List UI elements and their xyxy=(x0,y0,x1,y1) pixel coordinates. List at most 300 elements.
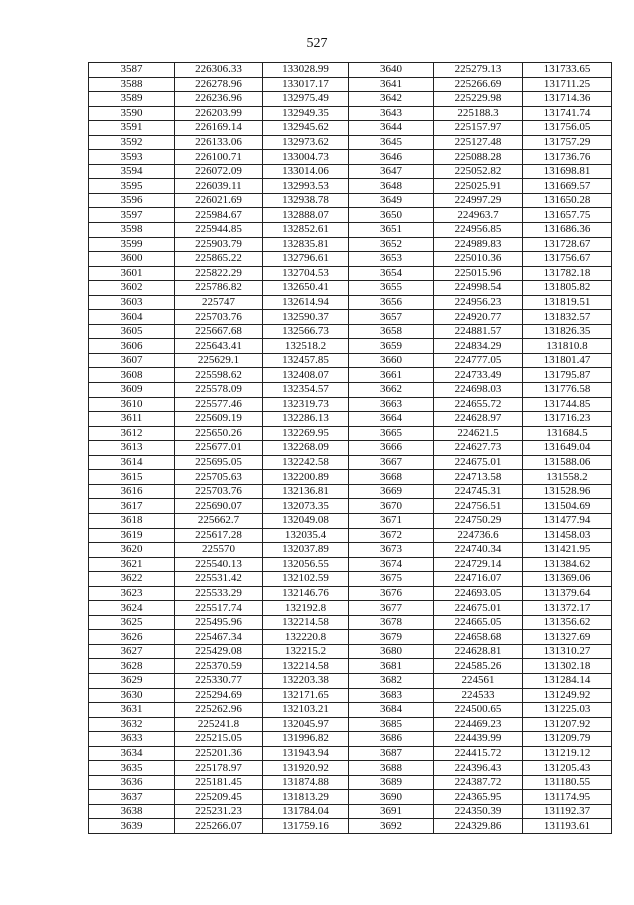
x-coordinate-cell: 224698.03 xyxy=(434,383,523,398)
y-coordinate-cell: 131684.5 xyxy=(523,426,612,441)
x-coordinate-cell: 225690.07 xyxy=(175,499,263,514)
point-number-cell: 3646 xyxy=(349,150,434,165)
y-coordinate-cell: 132408.07 xyxy=(263,368,349,383)
point-number-cell: 3644 xyxy=(349,121,434,136)
point-number-cell: 3673 xyxy=(349,543,434,558)
point-number-cell: 3621 xyxy=(89,557,175,572)
point-number-cell: 3676 xyxy=(349,586,434,601)
x-coordinate-cell: 225178.97 xyxy=(175,761,263,776)
table-row xyxy=(89,746,612,761)
x-coordinate-cell: 224533 xyxy=(434,688,523,703)
point-number-cell: 3640 xyxy=(349,63,434,78)
y-coordinate-cell: 131686.36 xyxy=(523,223,612,238)
y-coordinate-cell: 133014.06 xyxy=(263,164,349,179)
table-row xyxy=(89,601,612,616)
y-coordinate-cell: 131744.85 xyxy=(523,397,612,412)
coordinates-table-body xyxy=(89,63,612,834)
point-number-cell: 3635 xyxy=(89,761,175,776)
y-coordinate-cell: 131302.18 xyxy=(523,659,612,674)
point-number-cell: 3622 xyxy=(89,572,175,587)
table-row xyxy=(89,237,612,252)
y-coordinate-cell: 131649.04 xyxy=(523,441,612,456)
table-row xyxy=(89,688,612,703)
point-number-cell: 3684 xyxy=(349,703,434,718)
point-number-cell: 3604 xyxy=(89,310,175,325)
x-coordinate-cell: 225010.36 xyxy=(434,252,523,267)
point-number-cell: 3611 xyxy=(89,412,175,427)
point-number-cell: 3642 xyxy=(349,92,434,107)
point-number-cell: 3610 xyxy=(89,397,175,412)
point-number-cell: 3600 xyxy=(89,252,175,267)
table-row xyxy=(89,644,612,659)
x-coordinate-cell: 226236.96 xyxy=(175,92,263,107)
x-coordinate-cell: 224963.7 xyxy=(434,208,523,223)
x-coordinate-cell: 224439.99 xyxy=(434,732,523,747)
y-coordinate-cell: 132973.62 xyxy=(263,135,349,150)
point-number-cell: 3638 xyxy=(89,804,175,819)
x-coordinate-cell: 224396.43 xyxy=(434,761,523,776)
point-number-cell: 3598 xyxy=(89,223,175,238)
x-coordinate-cell: 224628.97 xyxy=(434,412,523,427)
point-number-cell: 3605 xyxy=(89,324,175,339)
y-coordinate-cell: 131733.65 xyxy=(523,63,612,78)
point-number-cell: 3629 xyxy=(89,673,175,688)
y-coordinate-cell: 131174.95 xyxy=(523,790,612,805)
y-coordinate-cell: 132073.35 xyxy=(263,499,349,514)
x-coordinate-cell: 225695.05 xyxy=(175,455,263,470)
x-coordinate-cell: 225495.96 xyxy=(175,615,263,630)
x-coordinate-cell: 224469.23 xyxy=(434,717,523,732)
y-coordinate-cell: 132354.57 xyxy=(263,383,349,398)
point-number-cell: 3617 xyxy=(89,499,175,514)
table-row xyxy=(89,92,612,107)
point-number-cell: 3671 xyxy=(349,513,434,528)
x-coordinate-cell: 225015.96 xyxy=(434,266,523,281)
y-coordinate-cell: 131528.96 xyxy=(523,484,612,499)
table-row xyxy=(89,208,612,223)
x-coordinate-cell: 225266.07 xyxy=(175,819,263,834)
y-coordinate-cell: 132056.55 xyxy=(263,557,349,572)
point-number-cell: 3665 xyxy=(349,426,434,441)
y-coordinate-cell: 131784.04 xyxy=(263,804,349,819)
point-number-cell: 3653 xyxy=(349,252,434,267)
x-coordinate-cell: 225629.1 xyxy=(175,353,263,368)
table-row xyxy=(89,397,612,412)
x-coordinate-cell: 225540.13 xyxy=(175,557,263,572)
table-row xyxy=(89,484,612,499)
point-number-cell: 3594 xyxy=(89,164,175,179)
y-coordinate-cell: 132103.21 xyxy=(263,703,349,718)
x-coordinate-cell: 225231.23 xyxy=(175,804,263,819)
table-row xyxy=(89,252,612,267)
x-coordinate-cell: 225667.68 xyxy=(175,324,263,339)
y-coordinate-cell: 132215.2 xyxy=(263,644,349,659)
point-number-cell: 3651 xyxy=(349,223,434,238)
y-coordinate-cell: 132888.07 xyxy=(263,208,349,223)
point-number-cell: 3592 xyxy=(89,135,175,150)
table-row xyxy=(89,586,612,601)
table-row xyxy=(89,368,612,383)
point-number-cell: 3613 xyxy=(89,441,175,456)
y-coordinate-cell: 132945.62 xyxy=(263,121,349,136)
x-coordinate-cell: 224658.68 xyxy=(434,630,523,645)
table-row xyxy=(89,499,612,514)
y-coordinate-cell: 131810.8 xyxy=(523,339,612,354)
x-coordinate-cell: 224675.01 xyxy=(434,601,523,616)
x-coordinate-cell: 225865.22 xyxy=(175,252,263,267)
table-row xyxy=(89,426,612,441)
x-coordinate-cell: 224387.72 xyxy=(434,775,523,790)
x-coordinate-cell: 224989.83 xyxy=(434,237,523,252)
y-coordinate-cell: 132220.8 xyxy=(263,630,349,645)
point-number-cell: 3663 xyxy=(349,397,434,412)
point-number-cell: 3675 xyxy=(349,572,434,587)
x-coordinate-cell: 224736.6 xyxy=(434,528,523,543)
table-row xyxy=(89,630,612,645)
point-number-cell: 3625 xyxy=(89,615,175,630)
point-number-cell: 3660 xyxy=(349,353,434,368)
x-coordinate-cell: 224745.31 xyxy=(434,484,523,499)
y-coordinate-cell: 131996.82 xyxy=(263,732,349,747)
x-coordinate-cell: 225467.34 xyxy=(175,630,263,645)
y-coordinate-cell: 132852.61 xyxy=(263,223,349,238)
x-coordinate-cell: 224750.29 xyxy=(434,513,523,528)
point-number-cell: 3643 xyxy=(349,106,434,121)
y-coordinate-cell: 131813.29 xyxy=(263,790,349,805)
y-coordinate-cell: 131826.35 xyxy=(523,324,612,339)
y-coordinate-cell: 131657.75 xyxy=(523,208,612,223)
y-coordinate-cell: 132136.81 xyxy=(263,484,349,499)
y-coordinate-cell: 131801.47 xyxy=(523,353,612,368)
x-coordinate-cell: 224733.49 xyxy=(434,368,523,383)
x-coordinate-cell: 225617.28 xyxy=(175,528,263,543)
table-row xyxy=(89,513,612,528)
y-coordinate-cell: 131310.27 xyxy=(523,644,612,659)
table-row xyxy=(89,179,612,194)
y-coordinate-cell: 132045.97 xyxy=(263,717,349,732)
y-coordinate-cell: 132146.76 xyxy=(263,586,349,601)
y-coordinate-cell: 132590.37 xyxy=(263,310,349,325)
point-number-cell: 3589 xyxy=(89,92,175,107)
y-coordinate-cell: 131458.03 xyxy=(523,528,612,543)
table-row xyxy=(89,339,612,354)
x-coordinate-cell: 224998.54 xyxy=(434,281,523,296)
x-coordinate-cell: 225786.82 xyxy=(175,281,263,296)
point-number-cell: 3587 xyxy=(89,63,175,78)
point-number-cell: 3685 xyxy=(349,717,434,732)
y-coordinate-cell: 131756.05 xyxy=(523,121,612,136)
table-row xyxy=(89,659,612,674)
y-coordinate-cell: 131192.37 xyxy=(523,804,612,819)
x-coordinate-cell: 224740.34 xyxy=(434,543,523,558)
y-coordinate-cell: 131249.92 xyxy=(523,688,612,703)
y-coordinate-cell: 131180.55 xyxy=(523,775,612,790)
point-number-cell: 3593 xyxy=(89,150,175,165)
x-coordinate-cell: 224956.23 xyxy=(434,295,523,310)
table-row xyxy=(89,164,612,179)
y-coordinate-cell: 132949.35 xyxy=(263,106,349,121)
table-row xyxy=(89,295,612,310)
x-coordinate-cell: 225215.05 xyxy=(175,732,263,747)
point-number-cell: 3668 xyxy=(349,470,434,485)
point-number-cell: 3599 xyxy=(89,237,175,252)
y-coordinate-cell: 131759.16 xyxy=(263,819,349,834)
point-number-cell: 3682 xyxy=(349,673,434,688)
x-coordinate-cell: 225262.96 xyxy=(175,703,263,718)
y-coordinate-cell: 131558.2 xyxy=(523,470,612,485)
y-coordinate-cell: 131650.28 xyxy=(523,193,612,208)
y-coordinate-cell: 131356.62 xyxy=(523,615,612,630)
point-number-cell: 3620 xyxy=(89,543,175,558)
table-row xyxy=(89,121,612,136)
point-number-cell: 3686 xyxy=(349,732,434,747)
y-coordinate-cell: 131421.95 xyxy=(523,543,612,558)
point-number-cell: 3633 xyxy=(89,732,175,747)
y-coordinate-cell: 132171.65 xyxy=(263,688,349,703)
y-coordinate-cell: 133017.17 xyxy=(263,77,349,92)
x-coordinate-cell: 224350.39 xyxy=(434,804,523,819)
table-row xyxy=(89,470,612,485)
point-number-cell: 3687 xyxy=(349,746,434,761)
point-number-cell: 3591 xyxy=(89,121,175,136)
y-coordinate-cell: 132203.38 xyxy=(263,673,349,688)
table-row xyxy=(89,281,612,296)
x-coordinate-cell: 224834.29 xyxy=(434,339,523,354)
table-row xyxy=(89,106,612,121)
point-number-cell: 3615 xyxy=(89,470,175,485)
x-coordinate-cell: 226203.99 xyxy=(175,106,263,121)
point-number-cell: 3692 xyxy=(349,819,434,834)
y-coordinate-cell: 131669.57 xyxy=(523,179,612,194)
x-coordinate-cell: 224415.72 xyxy=(434,746,523,761)
y-coordinate-cell: 131832.57 xyxy=(523,310,612,325)
x-coordinate-cell: 225643.41 xyxy=(175,339,263,354)
y-coordinate-cell: 132037.89 xyxy=(263,543,349,558)
point-number-cell: 3654 xyxy=(349,266,434,281)
y-coordinate-cell: 131756.67 xyxy=(523,252,612,267)
table-row xyxy=(89,441,612,456)
x-coordinate-cell: 225703.76 xyxy=(175,484,263,499)
x-coordinate-cell: 226021.69 xyxy=(175,193,263,208)
point-number-cell: 3645 xyxy=(349,135,434,150)
x-coordinate-cell: 226039.11 xyxy=(175,179,263,194)
y-coordinate-cell: 131920.92 xyxy=(263,761,349,776)
y-coordinate-cell: 131805.82 xyxy=(523,281,612,296)
table-row xyxy=(89,412,612,427)
y-coordinate-cell: 131327.69 xyxy=(523,630,612,645)
y-coordinate-cell: 131874.88 xyxy=(263,775,349,790)
y-coordinate-cell: 132796.61 xyxy=(263,252,349,267)
y-coordinate-cell: 131225.03 xyxy=(523,703,612,718)
point-number-cell: 3603 xyxy=(89,295,175,310)
table-row xyxy=(89,761,612,776)
y-coordinate-cell: 132938.78 xyxy=(263,193,349,208)
x-coordinate-cell: 224920.77 xyxy=(434,310,523,325)
y-coordinate-cell: 132214.58 xyxy=(263,615,349,630)
x-coordinate-cell: 225531.42 xyxy=(175,572,263,587)
x-coordinate-cell: 225025.91 xyxy=(434,179,523,194)
point-number-cell: 3674 xyxy=(349,557,434,572)
x-coordinate-cell: 225705.63 xyxy=(175,470,263,485)
table-row xyxy=(89,324,612,339)
x-coordinate-cell: 225294.69 xyxy=(175,688,263,703)
y-coordinate-cell: 132566.73 xyxy=(263,324,349,339)
point-number-cell: 3661 xyxy=(349,368,434,383)
x-coordinate-cell: 225570 xyxy=(175,543,263,558)
x-coordinate-cell: 224777.05 xyxy=(434,353,523,368)
table-row xyxy=(89,223,612,238)
point-number-cell: 3679 xyxy=(349,630,434,645)
point-number-cell: 3658 xyxy=(349,324,434,339)
y-coordinate-cell: 132200.89 xyxy=(263,470,349,485)
y-coordinate-cell: 131207.92 xyxy=(523,717,612,732)
y-coordinate-cell: 132650.41 xyxy=(263,281,349,296)
point-number-cell: 3616 xyxy=(89,484,175,499)
y-coordinate-cell: 131384.62 xyxy=(523,557,612,572)
page-number: 527 xyxy=(306,36,328,51)
point-number-cell: 3608 xyxy=(89,368,175,383)
point-number-cell: 3678 xyxy=(349,615,434,630)
table-row xyxy=(89,775,612,790)
x-coordinate-cell: 225266.69 xyxy=(434,77,523,92)
point-number-cell: 3630 xyxy=(89,688,175,703)
x-coordinate-cell: 224500.65 xyxy=(434,703,523,718)
table-row xyxy=(89,310,612,325)
point-number-cell: 3689 xyxy=(349,775,434,790)
y-coordinate-cell: 132269.95 xyxy=(263,426,349,441)
table-row xyxy=(89,353,612,368)
point-number-cell: 3595 xyxy=(89,179,175,194)
point-number-cell: 3588 xyxy=(89,77,175,92)
x-coordinate-cell: 225181.45 xyxy=(175,775,263,790)
x-coordinate-cell: 225578.09 xyxy=(175,383,263,398)
point-number-cell: 3666 xyxy=(349,441,434,456)
x-coordinate-cell: 225370.59 xyxy=(175,659,263,674)
x-coordinate-cell: 224713.58 xyxy=(434,470,523,485)
y-coordinate-cell: 131736.76 xyxy=(523,150,612,165)
point-number-cell: 3681 xyxy=(349,659,434,674)
x-coordinate-cell: 225241.8 xyxy=(175,717,263,732)
point-number-cell: 3636 xyxy=(89,775,175,790)
point-number-cell: 3648 xyxy=(349,179,434,194)
table-row xyxy=(89,819,612,834)
x-coordinate-cell: 224756.51 xyxy=(434,499,523,514)
table-row xyxy=(89,193,612,208)
point-number-cell: 3664 xyxy=(349,412,434,427)
y-coordinate-cell: 131711.25 xyxy=(523,77,612,92)
x-coordinate-cell: 225429.08 xyxy=(175,644,263,659)
x-coordinate-cell: 226278.96 xyxy=(175,77,263,92)
y-coordinate-cell: 133004.73 xyxy=(263,150,349,165)
x-coordinate-cell: 224655.72 xyxy=(434,397,523,412)
x-coordinate-cell: 225157.97 xyxy=(434,121,523,136)
table-row xyxy=(89,615,612,630)
point-number-cell: 3631 xyxy=(89,703,175,718)
x-coordinate-cell: 225188.3 xyxy=(434,106,523,121)
y-coordinate-cell: 131943.94 xyxy=(263,746,349,761)
y-coordinate-cell: 132704.53 xyxy=(263,266,349,281)
table-row xyxy=(89,543,612,558)
y-coordinate-cell: 132049.08 xyxy=(263,513,349,528)
y-coordinate-cell: 132614.94 xyxy=(263,295,349,310)
y-coordinate-cell: 132214.58 xyxy=(263,659,349,674)
y-coordinate-cell: 131716.23 xyxy=(523,412,612,427)
table-row xyxy=(89,77,612,92)
point-number-cell: 3647 xyxy=(349,164,434,179)
point-number-cell: 3688 xyxy=(349,761,434,776)
point-number-cell: 3662 xyxy=(349,383,434,398)
point-number-cell: 3656 xyxy=(349,295,434,310)
point-number-cell: 3609 xyxy=(89,383,175,398)
point-number-cell: 3590 xyxy=(89,106,175,121)
x-coordinate-cell: 226133.06 xyxy=(175,135,263,150)
y-coordinate-cell: 133028.99 xyxy=(263,63,349,78)
table-row xyxy=(89,455,612,470)
point-number-cell: 3655 xyxy=(349,281,434,296)
x-coordinate-cell: 224693.05 xyxy=(434,586,523,601)
point-number-cell: 3618 xyxy=(89,513,175,528)
point-number-cell: 3637 xyxy=(89,790,175,805)
table-row xyxy=(89,717,612,732)
table-row xyxy=(89,383,612,398)
y-coordinate-cell: 131219.12 xyxy=(523,746,612,761)
x-coordinate-cell: 225201.36 xyxy=(175,746,263,761)
y-coordinate-cell: 131819.51 xyxy=(523,295,612,310)
y-coordinate-cell: 132192.8 xyxy=(263,601,349,616)
x-coordinate-cell: 225677.01 xyxy=(175,441,263,456)
x-coordinate-cell: 225279.13 xyxy=(434,63,523,78)
point-number-cell: 3672 xyxy=(349,528,434,543)
x-coordinate-cell: 225598.62 xyxy=(175,368,263,383)
point-number-cell: 3667 xyxy=(349,455,434,470)
table-row xyxy=(89,557,612,572)
coordinates-table xyxy=(88,62,612,834)
y-coordinate-cell: 131504.69 xyxy=(523,499,612,514)
point-number-cell: 3607 xyxy=(89,353,175,368)
y-coordinate-cell: 132993.53 xyxy=(263,179,349,194)
table-row xyxy=(89,135,612,150)
point-number-cell: 3649 xyxy=(349,193,434,208)
table-row xyxy=(89,673,612,688)
y-coordinate-cell: 132319.73 xyxy=(263,397,349,412)
x-coordinate-cell: 226100.71 xyxy=(175,150,263,165)
point-number-cell: 3628 xyxy=(89,659,175,674)
point-number-cell: 3634 xyxy=(89,746,175,761)
y-coordinate-cell: 132835.81 xyxy=(263,237,349,252)
point-number-cell: 3639 xyxy=(89,819,175,834)
y-coordinate-cell: 131776.58 xyxy=(523,383,612,398)
point-number-cell: 3606 xyxy=(89,339,175,354)
x-coordinate-cell: 225747 xyxy=(175,295,263,310)
x-coordinate-cell: 225822.29 xyxy=(175,266,263,281)
y-coordinate-cell: 131193.61 xyxy=(523,819,612,834)
x-coordinate-cell: 225127.48 xyxy=(434,135,523,150)
point-number-cell: 3626 xyxy=(89,630,175,645)
point-number-cell: 3601 xyxy=(89,266,175,281)
point-number-cell: 3597 xyxy=(89,208,175,223)
x-coordinate-cell: 224675.01 xyxy=(434,455,523,470)
x-coordinate-cell: 225903.79 xyxy=(175,237,263,252)
x-coordinate-cell: 226072.09 xyxy=(175,164,263,179)
y-coordinate-cell: 131477.94 xyxy=(523,513,612,528)
x-coordinate-cell: 225662.7 xyxy=(175,513,263,528)
point-number-cell: 3596 xyxy=(89,193,175,208)
x-coordinate-cell: 224881.57 xyxy=(434,324,523,339)
y-coordinate-cell: 132242.58 xyxy=(263,455,349,470)
x-coordinate-cell: 224585.26 xyxy=(434,659,523,674)
y-coordinate-cell: 132518.2 xyxy=(263,339,349,354)
x-coordinate-cell: 225209.45 xyxy=(175,790,263,805)
